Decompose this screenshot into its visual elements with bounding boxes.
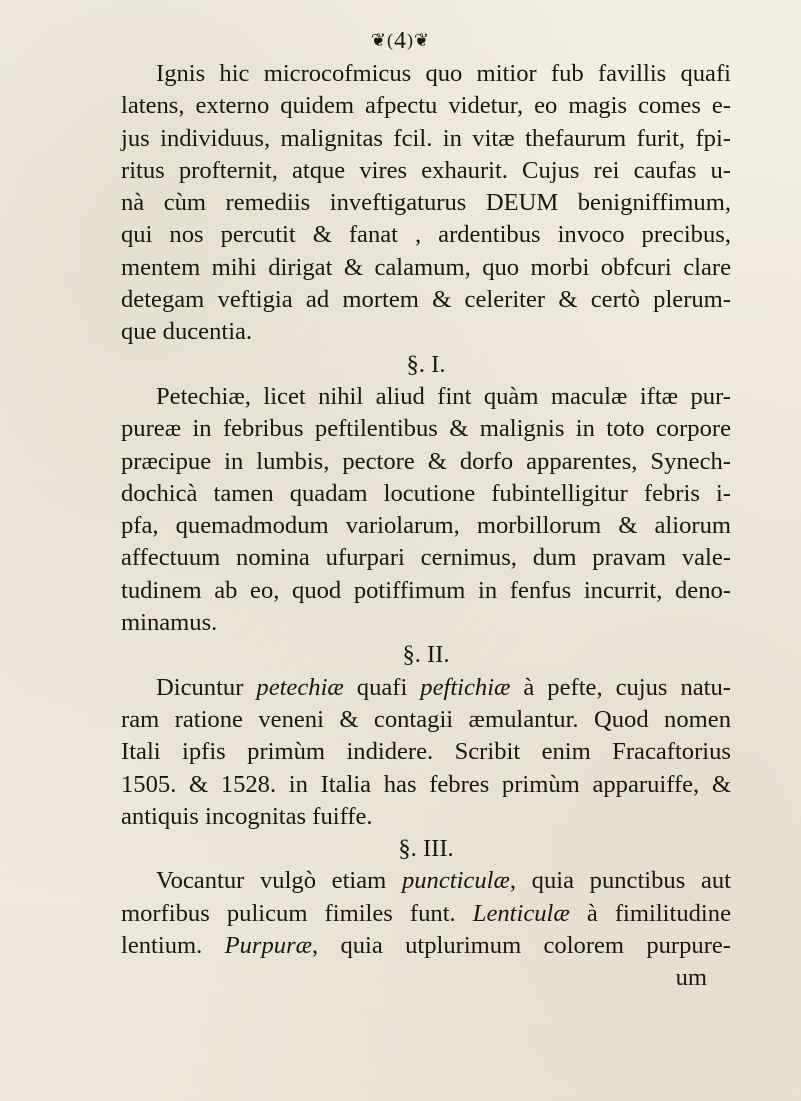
text-line: affectuum nomina ufurpari cernimus, dum pravam vale- xyxy=(121,544,731,572)
catchword: um xyxy=(675,964,707,992)
text-line xyxy=(121,865,731,897)
text-line: mentem mihi dirigat & calamum, quo morbi obfcuri clare xyxy=(121,253,731,281)
text-line xyxy=(121,930,731,962)
text-line: ritus profternit, atque vires exhaurit. Cujus rei caufas u- xyxy=(121,156,731,184)
section-2-paragraph xyxy=(121,672,731,833)
text-line: detegam veftigia ad mortem & celeriter & certò plerum- xyxy=(121,286,731,314)
text-line: nà cùm remediis inveftigaturus DEUM benigniffimum, xyxy=(121,189,731,217)
intro-paragraph xyxy=(121,58,731,349)
text-line: antiquis incognitas fuiffe. xyxy=(121,802,373,830)
text-run: Dicuntur xyxy=(156,673,257,701)
text-line: que ducentia. xyxy=(121,318,253,346)
text-run: à fimilitudine xyxy=(569,899,731,927)
text-run: lentium. xyxy=(121,932,203,960)
text-line: pureæ in febribus peftilentibus & malignis in toto corpore xyxy=(121,415,731,443)
italic-term: peftichiæ xyxy=(420,673,511,701)
text-line: jus individuus, malignitas fcil. in vitæ thefaurum furit, fpi- xyxy=(121,124,731,152)
text-line: qui nos percutit & fanat , ardentibus invoco precibus, xyxy=(121,221,731,249)
italic-term: Lenticulæ xyxy=(472,899,570,927)
text-line: minamus. xyxy=(121,609,218,637)
text-line: dochicà tamen quadam locutione fubintelligitur febris i- xyxy=(121,479,731,507)
section-1-paragraph xyxy=(121,381,731,639)
text-line: tudinem ab eo, quod potiffimum in fenfus incurrit, deno- xyxy=(121,576,731,604)
italic-term: Purpuræ xyxy=(224,932,313,960)
text-line: latens, externo quidem afpectu videtur, eo magis comes e- xyxy=(121,92,731,120)
italic-term: petechiæ xyxy=(256,673,344,701)
text-line: Petechiæ, licet nihil aliud fint quàm maculæ iftæ pur- xyxy=(156,382,731,410)
italic-term: puncticulæ xyxy=(401,867,510,895)
text-run: , quia utplurimum colorem purpure- xyxy=(312,932,731,960)
text-line: ram ratione veneni & contagii æmulantur. Quod nomen xyxy=(121,705,731,733)
page-header xyxy=(0,28,801,55)
ornament-right-icon: )❦ xyxy=(407,30,431,50)
section-heading-1: §. I. xyxy=(406,350,446,378)
text-line: Ignis hic microcofmicus quo mitior fub favillis quafi xyxy=(156,60,731,87)
text-run: morfibus pulicum fimiles funt. xyxy=(121,899,456,927)
section-heading-2: §. II. xyxy=(402,641,450,669)
text-line: præcipue in lumbis, pectore & dorfo apparentes, Synech- xyxy=(121,447,731,475)
text-line: Itali ipfis primùm indidere. Scribit enim Fracaftorius xyxy=(121,738,731,766)
ornament-left-icon: ❦( xyxy=(370,30,394,50)
text-line: 1505. & 1528. in Italia has febres primùm apparuiffe, & xyxy=(121,770,731,798)
text-line: pfa, quemadmodum variolarum, morbillorum & aliorum xyxy=(121,512,731,540)
section-heading-3: §. III. xyxy=(398,835,454,863)
text-line xyxy=(121,898,731,930)
page-body xyxy=(121,58,731,995)
section-3-paragraph xyxy=(121,865,731,994)
page-number: 4 xyxy=(394,28,407,54)
text-run: Vocantur vulgò etiam xyxy=(156,867,402,895)
text-run: à pefte, cujus natu- xyxy=(510,673,731,701)
text-line xyxy=(121,672,731,704)
text-run: , quia punctibus aut xyxy=(509,867,731,895)
text-run: quafi xyxy=(343,673,421,701)
